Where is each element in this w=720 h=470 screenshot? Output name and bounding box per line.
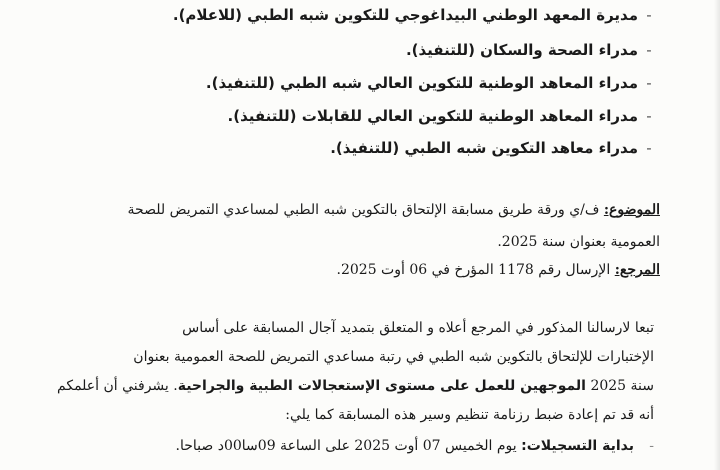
- body-text: . يشرفني أن أعلمكم: [57, 378, 178, 394]
- bullet-dash-icon: -: [646, 139, 652, 157]
- schedule-text: يوم الخميس 07 أوت 2025 على الساعة 09سا00د صباحا.: [175, 438, 522, 454]
- recipient-item: [330, 138, 660, 158]
- body-bold-text: الموجهين للعمل على مستوى الإستعجالات الطبية والجراحية: [177, 378, 586, 394]
- recipient-item: [228, 106, 660, 126]
- recipient-text: مدراء المعاهد الوطنية للتكوين العالي شبه الطبي (للتنفيذ).: [205, 74, 638, 92]
- bullet-dash-icon: -: [646, 6, 652, 24]
- body-line-1: [54, 318, 654, 338]
- body-text: سنة 2025: [585, 378, 654, 394]
- reference-text: الإرسال رقم 1178 المؤرخ في 06 أوت 2025.: [336, 262, 615, 278]
- page-edge-shadow: [714, 0, 720, 470]
- subject-text-2: العمومية بعنوان سنة 2025.: [497, 234, 660, 250]
- body-line-4: [54, 405, 654, 425]
- recipient-item: [406, 40, 660, 60]
- body-text: الإختبارات للإلتحاق بالتكوين شبه الطبي في رتبة مساعدي التمريض للصحة العمومية بعنوان: [133, 349, 654, 365]
- recipient-text: مدراء الصحة والسكان (للتنفيذ).: [405, 41, 638, 59]
- body-text: تبعا لارسالنا المذكور في المرجع أعلاه و المتعلق بتمديد آجال المسابقة على أساس: [182, 320, 654, 336]
- subject-label: الموضوع:: [603, 202, 660, 218]
- bullet-dash-icon: -: [646, 74, 652, 92]
- recipient-item: [206, 73, 660, 93]
- recipient-item: [173, 5, 660, 25]
- bullet-dash-icon: -: [646, 107, 652, 125]
- recipient-text: مدراء المعاهد الوطنية للتكوين العالي للقابلات (للتنفيذ).: [227, 107, 638, 125]
- subject-text: ف/ي ورقة طريق مسابقة الإلتحاق بالتكوين شبه الطبي لمساعدي التمريض للصحة: [127, 202, 604, 218]
- body-text: أنه قد تم إعادة ضبط رزنامة تنظيم وسير هذه المسابقة كما يلي:: [285, 407, 654, 423]
- bullet-dash-icon: -: [646, 41, 652, 59]
- schedule-label: بداية التسجيلات:: [521, 438, 634, 454]
- recipient-text: مدراء معاهد التكوين شبه الطبي (للتنفيذ).: [330, 139, 638, 157]
- body-line-2: [54, 347, 654, 367]
- subject-line: [60, 200, 660, 220]
- body-line-3: [54, 376, 654, 396]
- reference-line: [60, 260, 660, 280]
- recipient-text: مديرة المعهد الوطني البيداغوجي للتكوين شبه الطبي (للاعلام).: [172, 6, 638, 24]
- subject-line-2: [60, 232, 660, 252]
- schedule-item: [54, 436, 654, 456]
- reference-label: المرجع:: [614, 262, 660, 278]
- bullet-dash-icon: -: [649, 438, 654, 454]
